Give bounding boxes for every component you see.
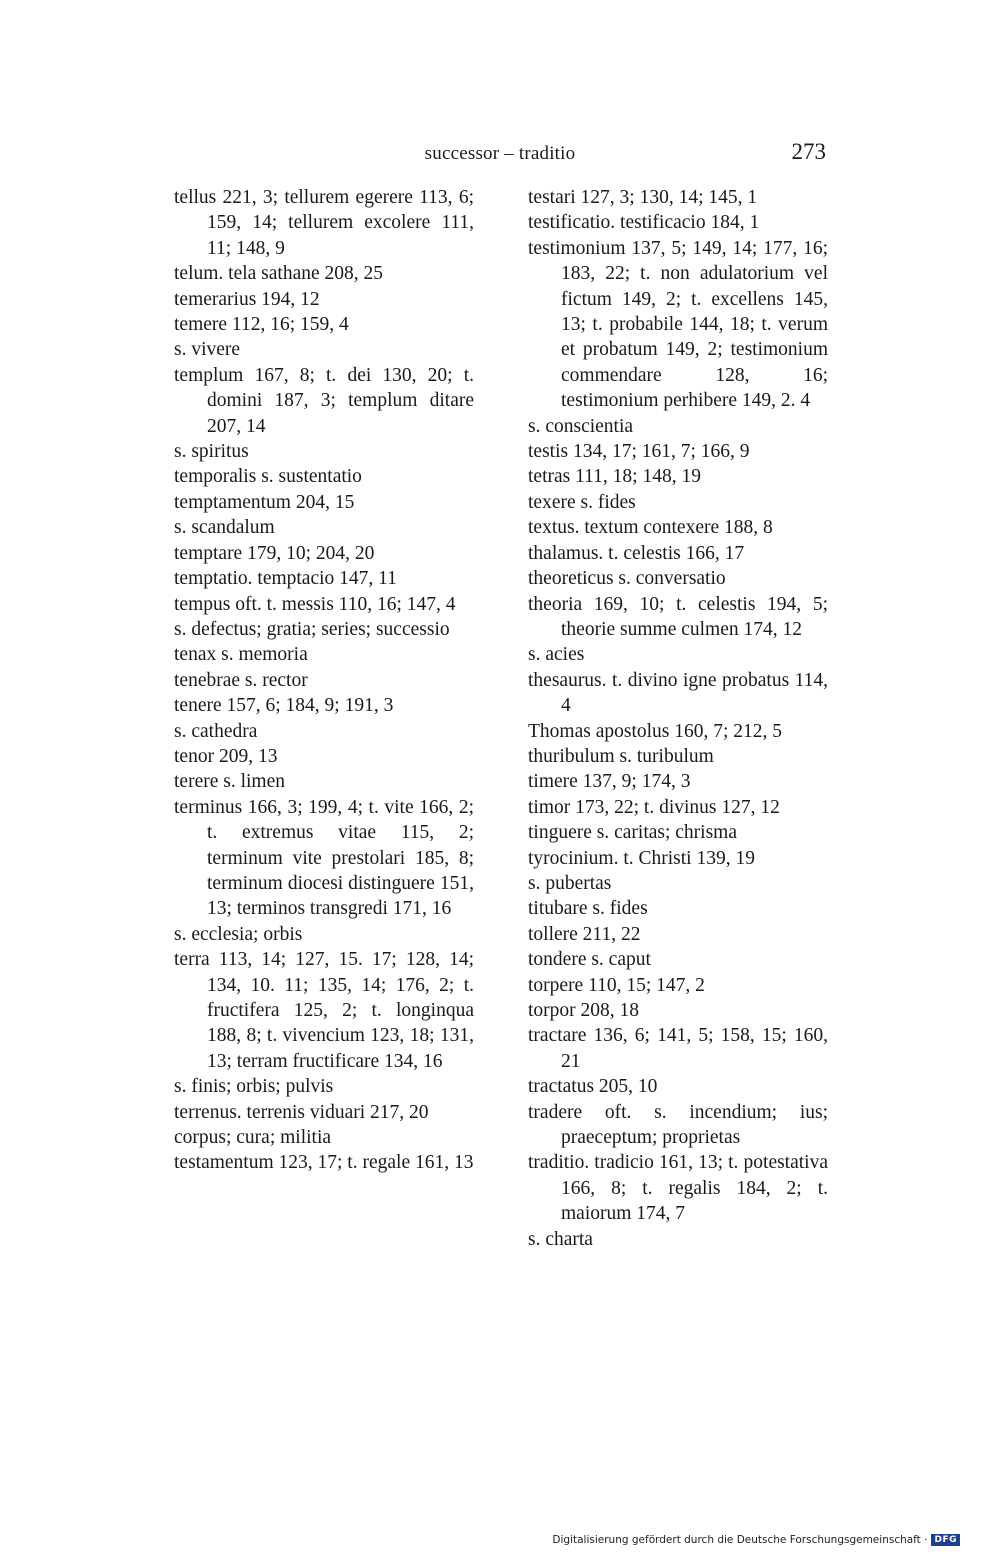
index-entry bbox=[528, 414, 828, 439]
index-entry bbox=[174, 515, 474, 540]
index-entry-text: s. acies bbox=[528, 644, 585, 666]
index-entry-text: theoria 169, 10; t. celestis 194, 5; theorie summe culmen 174, 12 bbox=[528, 593, 828, 640]
index-entry-text: s. spiritus bbox=[174, 441, 249, 463]
index-entry bbox=[528, 668, 828, 719]
index-entry bbox=[174, 744, 474, 769]
index-entry bbox=[174, 566, 474, 591]
index-entry-text: s. ecclesia; orbis bbox=[174, 923, 303, 945]
index-entry-text: testamentum 123, 17; t. regale 161, 13 bbox=[174, 1152, 474, 1174]
index-entry-text: terere s. limen bbox=[174, 771, 285, 793]
index-entry bbox=[528, 769, 828, 794]
index-column-left bbox=[174, 185, 474, 1176]
index-entry-text: timor 173, 22; t. divinus 127, 12 bbox=[528, 796, 780, 818]
index-entry bbox=[528, 566, 828, 591]
index-entry-text: traditio. tradicio 161, 13; t. potestativa 166, 8; t. regalis 184, 2; t. maiorum 174, 7 bbox=[528, 1152, 828, 1225]
index-entry-text: tradere oft. s. incendium; ius; praeceptum; proprietas bbox=[528, 1101, 828, 1149]
index-entry-text: telum. tela sathane 208, 25 bbox=[174, 263, 384, 285]
index-entry-text: testimonium 137, 5; 149, 14; 177, 16; 183, 22; t. non adulatorium vel fictum 149, 2; t. excellens 145, 13; t. probabile 144, 18; t. verum et probatum 149, 2; testimonium commendare 128, 16; testimonium perhibere 149, 2. 4 bbox=[528, 237, 828, 412]
index-entry-text: s. conscientia bbox=[528, 415, 634, 437]
index-entry bbox=[528, 1227, 828, 1252]
index-entry-text: terra 113, 14; 127, 15. 17; 128, 14; 134, 10. 11; 135, 14; 176, 2; t. fructifera 125, 2; t. longinqua 188, 8; t. vivencium 123, 18; 131, 13; terram fructificare 134, 16 bbox=[174, 949, 474, 1072]
index-entry-text: temere 112, 16; 159, 4 bbox=[174, 314, 349, 336]
index-entry bbox=[174, 541, 474, 566]
index-entry bbox=[174, 1074, 474, 1099]
index-entry-text: tellus 221, 3; tellurem egerere 113, 6; 159, 14; tellurem excolere 111, 11; 148, 9 bbox=[174, 187, 474, 259]
index-entry-text: tyrocinium. t. Christi 139, 19 bbox=[528, 847, 755, 869]
index-entry bbox=[528, 744, 828, 769]
index-entry-text: tractare 136, 6; 141, 5; 158, 15; 160, 21 bbox=[528, 1025, 828, 1072]
index-entry bbox=[174, 261, 474, 286]
index-entry-text: s. vivere bbox=[174, 339, 241, 361]
index-entry-text: s. pubertas bbox=[528, 872, 612, 894]
index-entry-text: tenor 209, 13 bbox=[174, 745, 278, 767]
index-entry bbox=[174, 769, 474, 794]
index-column-right bbox=[528, 185, 828, 1252]
index-entry bbox=[174, 1125, 474, 1150]
credit-text: Digitalisierung gefördert durch die Deutsche Forschungsgemeinschaft · bbox=[552, 1534, 928, 1546]
index-entry-text: thuribulum s. turibulum bbox=[528, 745, 714, 767]
index-entry bbox=[174, 185, 474, 261]
index-entry bbox=[528, 871, 828, 896]
index-entry-text: templum 167, 8; t. dei 130, 20; t. domini 187, 3; templum ditare 207, 14 bbox=[174, 364, 474, 437]
index-entry-text: testari 127, 3; 130, 14; 145, 1 bbox=[528, 187, 758, 208]
index-entry bbox=[528, 210, 828, 235]
index-entry bbox=[528, 1074, 828, 1099]
index-entry-text: tetras 111, 18; 148, 19 bbox=[528, 466, 701, 488]
index-entry-text: testificatio. testificacio 184, 1 bbox=[528, 212, 760, 234]
index-entry-text: tinguere s. caritas; chrisma bbox=[528, 822, 738, 844]
index-entry-text: tollere 211, 22 bbox=[528, 923, 641, 945]
index-entry-text: s. defectus; gratia; series; successio bbox=[174, 618, 450, 640]
index-entry-text: testis 134, 17; 161, 7; 166, 9 bbox=[528, 441, 750, 463]
index-entry bbox=[528, 464, 828, 489]
index-entry-text: Thomas apostolus 160, 7; 212, 5 bbox=[528, 720, 783, 742]
running-head: successor – traditio bbox=[424, 143, 576, 164]
index-entry bbox=[528, 795, 828, 820]
index-entry-text: temerarius 194, 12 bbox=[174, 288, 320, 310]
index-entry-text: torpor 208, 18 bbox=[528, 1000, 640, 1021]
index-entry bbox=[174, 617, 474, 642]
index-entry-text: thesaurus. t. divino igne probatus 114, 4 bbox=[528, 669, 828, 717]
digitization-credit bbox=[552, 1534, 960, 1546]
index-entry-text: s. scandalum bbox=[174, 517, 275, 539]
index-entry bbox=[174, 1100, 474, 1125]
index-entry-text: temptamentum 204, 15 bbox=[174, 491, 355, 513]
index-entry-text: corpus; cura; militia bbox=[174, 1127, 332, 1149]
index-entry bbox=[174, 668, 474, 693]
index-entry-text: torpere 110, 15; 147, 2 bbox=[528, 974, 705, 996]
index-entry-text: tondere s. caput bbox=[528, 949, 651, 971]
index-entry bbox=[528, 973, 828, 998]
index-entry bbox=[528, 236, 828, 414]
index-entry bbox=[174, 642, 474, 667]
page-number: 273 bbox=[791, 139, 826, 164]
index-entry bbox=[528, 922, 828, 947]
index-entry bbox=[174, 337, 474, 362]
index-entry-text: s. cathedra bbox=[174, 720, 258, 742]
index-entry bbox=[174, 287, 474, 312]
index-entry-text: s. finis; orbis; pulvis bbox=[174, 1076, 334, 1098]
index-entry bbox=[174, 693, 474, 718]
index-entry bbox=[528, 1023, 828, 1074]
index-entry bbox=[174, 363, 474, 439]
index-entry bbox=[528, 998, 828, 1023]
index-entry-text: tenax s. memoria bbox=[174, 644, 308, 666]
index-entry bbox=[528, 490, 828, 515]
index-entry-text: terrenus. terrenis viduari 217, 20 bbox=[174, 1101, 429, 1123]
index-entry bbox=[174, 922, 474, 947]
index-entry-text: tractatus 205, 10 bbox=[528, 1076, 658, 1098]
index-entry bbox=[174, 719, 474, 744]
index-entry bbox=[528, 1150, 828, 1226]
index-entry-text: tenebrae s. rector bbox=[174, 669, 308, 691]
index-entry bbox=[174, 464, 474, 489]
index-entry bbox=[174, 439, 474, 464]
index-entry-text: timere 137, 9; 174, 3 bbox=[528, 771, 691, 793]
index-entry-text: s. charta bbox=[528, 1228, 593, 1250]
index-entry bbox=[528, 541, 828, 566]
index-entry bbox=[174, 795, 474, 922]
index-entry bbox=[174, 1150, 474, 1175]
index-entry-text: titubare s. fides bbox=[528, 898, 648, 920]
index-entry-text: tenere 157, 6; 184, 9; 191, 3 bbox=[174, 695, 394, 717]
index-entry bbox=[528, 846, 828, 871]
index-entry bbox=[174, 312, 474, 337]
index-entry bbox=[528, 820, 828, 845]
index-entry-text: theoreticus s. conversatio bbox=[528, 568, 726, 590]
index-entry-text: temporalis s. sustentatio bbox=[174, 466, 362, 488]
index-entry-text: textus. textum contexere 188, 8 bbox=[528, 517, 773, 539]
index-entry bbox=[528, 592, 828, 643]
index-entry bbox=[528, 896, 828, 921]
index-entry bbox=[174, 490, 474, 515]
index-entry bbox=[528, 439, 828, 464]
index-entry bbox=[528, 1100, 828, 1151]
index-entry-text: tempus oft. t. messis 110, 16; 147, 4 bbox=[174, 593, 456, 615]
index-entry-text: temptare 179, 10; 204, 20 bbox=[174, 542, 375, 564]
index-entry bbox=[174, 592, 474, 617]
index-entry-text: temptatio. temptacio 147, 11 bbox=[174, 568, 397, 590]
index-entry bbox=[174, 947, 474, 1074]
index-entry bbox=[528, 642, 828, 667]
index-entry-text: texere s. fides bbox=[528, 491, 636, 513]
index-entry bbox=[528, 947, 828, 972]
index-entry bbox=[528, 185, 828, 210]
index-entry-text: thalamus. t. celestis 166, 17 bbox=[528, 542, 745, 564]
index-entry-text: terminus 166, 3; 199, 4; t. vite 166, 2; t. extremus vitae 115, 2; terminum vite prestolari 185, 8; terminum diocesi distinguere 151, 13; terminos transgredi 171, 16 bbox=[174, 796, 474, 920]
index-entry bbox=[528, 719, 828, 744]
dfg-logo: DFG bbox=[931, 1534, 960, 1546]
index-entry bbox=[528, 515, 828, 540]
